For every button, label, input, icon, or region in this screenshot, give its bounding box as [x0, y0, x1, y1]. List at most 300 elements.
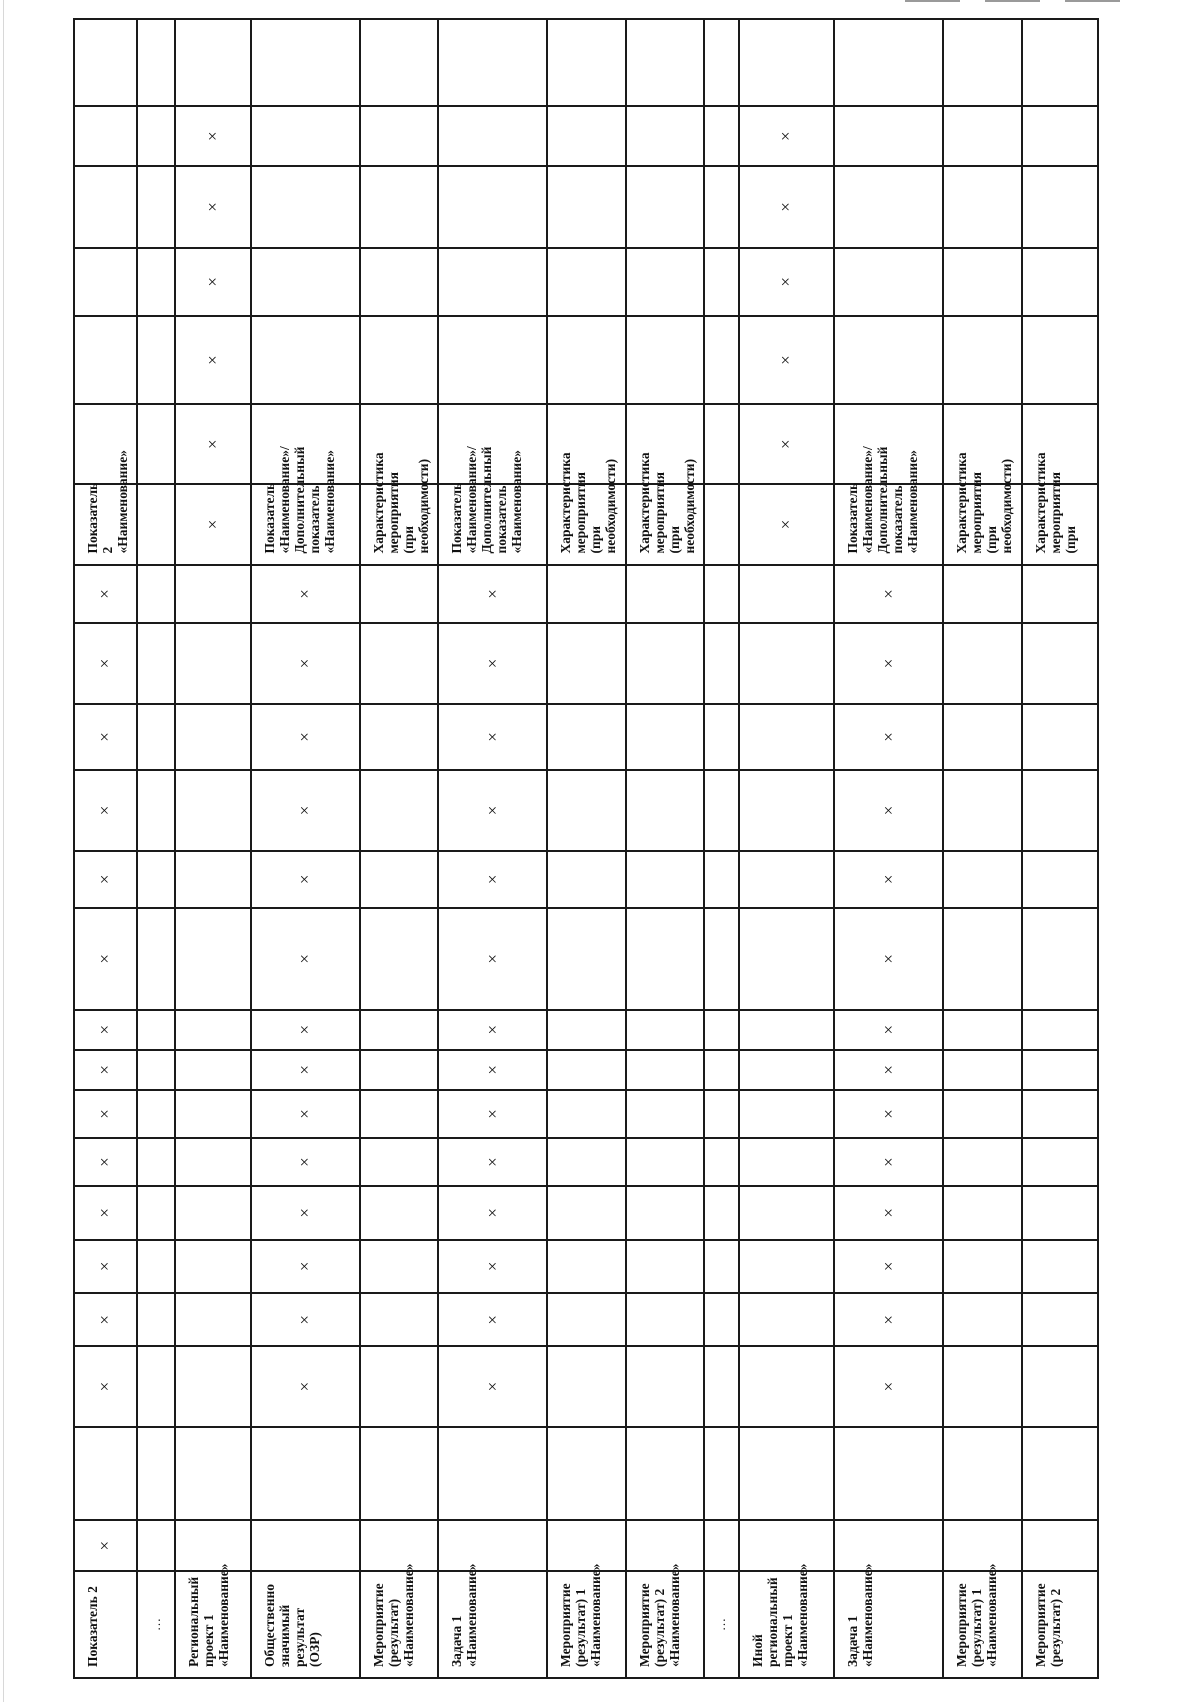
empty-cell	[704, 704, 739, 771]
row-label-cell: Задача 1 «Наименование»	[834, 1571, 943, 1678]
empty-cell	[704, 316, 739, 404]
cross-mark-cell: ×	[251, 565, 359, 624]
empty-cell	[943, 1090, 1021, 1138]
empty-cell	[739, 1520, 834, 1571]
empty-cell	[834, 19, 943, 106]
empty-cell	[704, 565, 739, 624]
empty-cell	[943, 1520, 1021, 1571]
indicator-label-cell: Характеристика мероприятия (при	[1022, 484, 1098, 564]
empty-cell	[74, 1427, 137, 1521]
cross-mark-cell: ×	[739, 316, 834, 404]
empty-cell	[1022, 1520, 1098, 1571]
row-label-cell: Мероприятие (результат) 2 «Наименование»	[626, 1571, 704, 1678]
empty-cell	[547, 1090, 625, 1138]
cross-mark-cell: ×	[834, 704, 943, 771]
empty-cell	[74, 106, 137, 166]
empty-cell	[175, 623, 251, 703]
empty-cell	[137, 484, 175, 564]
cross-mark-cell: ×	[438, 1138, 547, 1186]
empty-cell	[438, 166, 547, 248]
cross-mark-cell: ×	[74, 623, 137, 703]
empty-cell	[547, 106, 625, 166]
cross-mark-cell: ×	[438, 1010, 547, 1050]
table-row	[360, 19, 438, 1678]
empty-cell	[360, 1240, 438, 1293]
cross-mark-cell: ×	[74, 565, 137, 624]
empty-cell	[626, 565, 704, 624]
row-label-cell: Показатель 2	[74, 1571, 137, 1678]
empty-cell	[704, 1520, 739, 1571]
indicator-label-cell: Показатель «Наименование»/ Дополнительный показатель «Наименование»	[438, 484, 547, 564]
table-row	[547, 19, 625, 1678]
cross-mark-cell: ×	[74, 704, 137, 771]
table-row	[834, 19, 943, 1678]
empty-cell	[547, 770, 625, 850]
cross-mark-cell: ×	[739, 404, 834, 484]
empty-cell	[137, 248, 175, 316]
empty-cell	[1022, 623, 1098, 703]
empty-cell	[626, 316, 704, 404]
empty-cell	[175, 1427, 251, 1521]
empty-cell	[547, 166, 625, 248]
empty-cell	[547, 851, 625, 908]
empty-cell	[251, 248, 359, 316]
empty-cell	[175, 1050, 251, 1090]
empty-cell	[834, 316, 943, 404]
cross-mark-cell: ×	[251, 1347, 359, 1427]
cross-mark-cell: ×	[834, 770, 943, 850]
row-label-cell: Региональный проект 1 «Наименование»	[175, 1571, 251, 1678]
ellipsis-cell: …	[137, 1571, 175, 1678]
row-label-cell: Мероприятие (результат) «Наименование»	[360, 1571, 438, 1678]
table-row	[74, 19, 137, 1678]
indicator-label-cell: Характеристика мероприятия (при необходимости)	[547, 484, 625, 564]
empty-cell	[360, 908, 438, 1010]
cross-mark-cell: ×	[74, 1520, 137, 1571]
empty-cell	[137, 1010, 175, 1050]
table-row	[251, 19, 359, 1678]
empty-cell	[251, 166, 359, 248]
empty-cell	[137, 1138, 175, 1186]
indicator-label-cell: Показатель «Наименование»/ Дополнительный показатель «Наименование»	[834, 484, 943, 564]
empty-cell	[943, 166, 1021, 248]
empty-cell	[704, 851, 739, 908]
empty-cell	[626, 1240, 704, 1293]
scan-mark	[985, 0, 1040, 2]
empty-cell	[739, 1090, 834, 1138]
cross-mark-cell: ×	[834, 623, 943, 703]
empty-cell	[626, 623, 704, 703]
empty-cell	[360, 623, 438, 703]
empty-cell	[137, 1186, 175, 1239]
empty-cell	[175, 704, 251, 771]
cross-mark-cell: ×	[739, 106, 834, 166]
empty-cell	[547, 1186, 625, 1239]
empty-cell	[175, 1090, 251, 1138]
cross-mark-cell: ×	[834, 1050, 943, 1090]
empty-cell	[626, 704, 704, 771]
cross-mark-cell: ×	[834, 565, 943, 624]
empty-cell	[626, 1293, 704, 1346]
empty-cell	[175, 1010, 251, 1050]
empty-cell	[547, 1427, 625, 1521]
empty-cell	[547, 1347, 625, 1427]
empty-cell	[1022, 1138, 1098, 1186]
empty-cell	[1022, 565, 1098, 624]
row-label-cell: Мероприятие (результат) 2	[1022, 1571, 1098, 1678]
empty-cell	[1022, 1347, 1098, 1427]
empty-cell	[1022, 248, 1098, 316]
row-label-cell: Мероприятие (результат) 1 «Наименование»	[943, 1571, 1021, 1678]
empty-cell	[704, 404, 739, 484]
cross-mark-cell: ×	[175, 316, 251, 404]
empty-cell	[74, 19, 137, 106]
empty-cell	[943, 1240, 1021, 1293]
cross-mark-cell: ×	[834, 851, 943, 908]
empty-cell	[137, 1293, 175, 1346]
ellipsis-cell: …	[704, 1571, 739, 1678]
empty-cell	[943, 19, 1021, 106]
empty-cell	[137, 1347, 175, 1427]
empty-cell	[943, 770, 1021, 850]
empty-cell	[943, 1138, 1021, 1186]
empty-cell	[739, 565, 834, 624]
cross-mark-cell: ×	[438, 704, 547, 771]
empty-cell	[1022, 704, 1098, 771]
cross-mark-cell: ×	[74, 908, 137, 1010]
cross-mark-cell: ×	[175, 484, 251, 564]
empty-cell	[74, 166, 137, 248]
empty-cell	[175, 1293, 251, 1346]
empty-cell	[739, 770, 834, 850]
empty-cell	[943, 623, 1021, 703]
empty-cell	[175, 1186, 251, 1239]
empty-cell	[360, 166, 438, 248]
table-row	[626, 19, 704, 1678]
empty-cell	[943, 1186, 1021, 1239]
empty-cell	[943, 1050, 1021, 1090]
row-label-cell: Мероприятие (результат) 1 «Наименование»	[547, 1571, 625, 1678]
table-row	[704, 19, 739, 1678]
empty-cell	[360, 316, 438, 404]
empty-cell	[943, 1010, 1021, 1050]
cross-mark-cell: ×	[175, 106, 251, 166]
empty-cell	[137, 1240, 175, 1293]
project-structure-table	[73, 18, 1099, 1679]
empty-cell	[1022, 1090, 1098, 1138]
empty-cell	[251, 1427, 359, 1521]
table-row	[739, 19, 834, 1678]
cross-mark-cell: ×	[438, 1347, 547, 1427]
empty-cell	[739, 1427, 834, 1521]
empty-cell	[834, 1520, 943, 1571]
empty-cell	[438, 1520, 547, 1571]
table-row	[1022, 19, 1098, 1678]
empty-cell	[739, 1240, 834, 1293]
empty-cell	[547, 1050, 625, 1090]
cross-mark-cell: ×	[251, 1138, 359, 1186]
scan-page-edge	[3, 0, 4, 1702]
empty-cell	[251, 19, 359, 106]
cross-mark-cell: ×	[834, 1186, 943, 1239]
cross-mark-cell: ×	[739, 248, 834, 316]
cross-mark-cell: ×	[251, 770, 359, 850]
empty-cell	[626, 166, 704, 248]
empty-cell	[74, 316, 137, 404]
row-label-cell: Иной региональный проект 1 «Наименование»	[739, 1571, 834, 1678]
empty-cell	[360, 19, 438, 106]
row-label-cell: Задача 1 «Наименование»	[438, 1571, 547, 1678]
cross-mark-cell: ×	[74, 1090, 137, 1138]
empty-cell	[360, 770, 438, 850]
empty-cell	[137, 565, 175, 624]
cross-mark-cell: ×	[251, 1050, 359, 1090]
empty-cell	[739, 704, 834, 771]
empty-cell	[360, 1520, 438, 1571]
table-row	[438, 19, 547, 1678]
empty-cell	[704, 106, 739, 166]
empty-cell	[704, 908, 739, 1010]
empty-cell	[626, 1090, 704, 1138]
empty-cell	[1022, 1240, 1098, 1293]
empty-cell	[626, 1138, 704, 1186]
empty-cell	[943, 1347, 1021, 1427]
cross-mark-cell: ×	[74, 1347, 137, 1427]
empty-cell	[1022, 1010, 1098, 1050]
indicator-label-cell: Характеристика мероприятия (при необходимости)	[360, 484, 438, 564]
empty-cell	[739, 1050, 834, 1090]
empty-cell	[547, 316, 625, 404]
empty-cell	[175, 19, 251, 106]
cross-mark-cell: ×	[251, 908, 359, 1010]
empty-cell	[137, 19, 175, 106]
empty-cell	[626, 19, 704, 106]
empty-cell	[739, 1347, 834, 1427]
cross-mark-cell: ×	[438, 1240, 547, 1293]
empty-cell	[137, 908, 175, 1010]
empty-cell	[175, 851, 251, 908]
empty-cell	[175, 1138, 251, 1186]
empty-cell	[704, 1090, 739, 1138]
empty-cell	[626, 1347, 704, 1427]
empty-cell	[943, 1427, 1021, 1521]
empty-cell	[704, 19, 739, 106]
empty-cell	[704, 1347, 739, 1427]
rotated-table-page	[73, 18, 1099, 1679]
empty-cell	[704, 248, 739, 316]
cross-mark-cell: ×	[74, 851, 137, 908]
empty-cell	[360, 1347, 438, 1427]
empty-cell	[137, 404, 175, 484]
empty-cell	[1022, 851, 1098, 908]
empty-cell	[547, 19, 625, 106]
empty-cell	[704, 623, 739, 703]
indicator-label-cell: Показатель 2 «Наименование»	[74, 484, 137, 564]
empty-cell	[943, 106, 1021, 166]
empty-cell	[704, 166, 739, 248]
empty-cell	[704, 484, 739, 564]
empty-cell	[1022, 166, 1098, 248]
empty-cell	[175, 908, 251, 1010]
empty-cell	[360, 1427, 438, 1521]
empty-cell	[739, 1138, 834, 1186]
empty-cell	[704, 1050, 739, 1090]
cross-mark-cell: ×	[834, 1138, 943, 1186]
empty-cell	[1022, 106, 1098, 166]
empty-cell	[704, 1138, 739, 1186]
empty-cell	[547, 1293, 625, 1346]
empty-cell	[626, 908, 704, 1010]
empty-cell	[547, 565, 625, 624]
empty-cell	[175, 1520, 251, 1571]
empty-cell	[943, 908, 1021, 1010]
cross-mark-cell: ×	[739, 484, 834, 564]
indicator-label-cell: Характеристика мероприятия (при необходимости)	[626, 484, 704, 564]
empty-cell	[943, 1293, 1021, 1346]
cross-mark-cell: ×	[438, 1293, 547, 1346]
cross-mark-cell: ×	[438, 770, 547, 850]
empty-cell	[943, 851, 1021, 908]
indicator-label-cell: Показатель «Наименование»/ Дополнительный показатель «Наименование»	[251, 484, 359, 564]
empty-cell	[360, 1090, 438, 1138]
empty-cell	[626, 1520, 704, 1571]
empty-cell	[74, 248, 137, 316]
empty-cell	[626, 106, 704, 166]
empty-cell	[137, 1050, 175, 1090]
empty-cell	[137, 770, 175, 850]
empty-cell	[360, 704, 438, 771]
table-row	[175, 19, 251, 1678]
empty-cell	[360, 1138, 438, 1186]
cross-mark-cell: ×	[74, 1138, 137, 1186]
cross-mark-cell: ×	[251, 851, 359, 908]
empty-cell	[739, 851, 834, 908]
cross-mark-cell: ×	[834, 908, 943, 1010]
cross-mark-cell: ×	[251, 1293, 359, 1346]
empty-cell	[626, 1186, 704, 1239]
cross-mark-cell: ×	[438, 1050, 547, 1090]
cross-mark-cell: ×	[251, 1240, 359, 1293]
empty-cell	[834, 166, 943, 248]
empty-cell	[739, 623, 834, 703]
cross-mark-cell: ×	[834, 1090, 943, 1138]
row-label-cell: Общественно значимый результат (ОЗР)	[251, 1571, 359, 1678]
empty-cell	[739, 908, 834, 1010]
empty-cell	[547, 704, 625, 771]
empty-cell	[704, 1186, 739, 1239]
empty-cell	[547, 623, 625, 703]
empty-cell	[1022, 908, 1098, 1010]
empty-cell	[137, 1520, 175, 1571]
empty-cell	[360, 248, 438, 316]
empty-cell	[547, 908, 625, 1010]
empty-cell	[547, 248, 625, 316]
empty-cell	[1022, 1427, 1098, 1521]
empty-cell	[251, 1520, 359, 1571]
empty-cell	[834, 1427, 943, 1521]
empty-cell	[438, 316, 547, 404]
empty-cell	[137, 106, 175, 166]
cross-mark-cell: ×	[74, 1293, 137, 1346]
empty-cell	[943, 565, 1021, 624]
indicator-label-cell: Характеристика мероприятия (при необходимости)	[943, 484, 1021, 564]
cross-mark-cell: ×	[438, 1090, 547, 1138]
cross-mark-cell: ×	[175, 166, 251, 248]
empty-cell	[251, 106, 359, 166]
empty-cell	[704, 1240, 739, 1293]
cross-mark-cell: ×	[251, 1010, 359, 1050]
empty-cell	[438, 1427, 547, 1521]
empty-cell	[704, 1293, 739, 1346]
empty-cell	[704, 770, 739, 850]
empty-cell	[704, 1427, 739, 1521]
empty-cell	[626, 1427, 704, 1521]
cross-mark-cell: ×	[739, 166, 834, 248]
empty-cell	[360, 565, 438, 624]
cross-mark-cell: ×	[251, 1090, 359, 1138]
cross-mark-cell: ×	[74, 770, 137, 850]
empty-cell	[943, 248, 1021, 316]
cross-mark-cell: ×	[251, 623, 359, 703]
empty-cell	[547, 1138, 625, 1186]
empty-cell	[175, 1347, 251, 1427]
cross-mark-cell: ×	[834, 1010, 943, 1050]
empty-cell	[547, 1010, 625, 1050]
empty-cell	[739, 1293, 834, 1346]
empty-cell	[175, 1240, 251, 1293]
table-row	[137, 19, 175, 1678]
empty-cell	[137, 851, 175, 908]
empty-cell	[360, 1010, 438, 1050]
cross-mark-cell: ×	[74, 1240, 137, 1293]
empty-cell	[626, 1050, 704, 1090]
empty-cell	[251, 316, 359, 404]
cross-mark-cell: ×	[438, 1186, 547, 1239]
cross-mark-cell: ×	[834, 1347, 943, 1427]
empty-cell	[834, 248, 943, 316]
cross-mark-cell: ×	[74, 1186, 137, 1239]
empty-cell	[360, 1050, 438, 1090]
empty-cell	[547, 1520, 625, 1571]
cross-mark-cell: ×	[251, 704, 359, 771]
empty-cell	[704, 1010, 739, 1050]
empty-cell	[547, 1240, 625, 1293]
cross-mark-cell: ×	[74, 1050, 137, 1090]
empty-cell	[1022, 770, 1098, 850]
empty-cell	[943, 704, 1021, 771]
cross-mark-cell: ×	[438, 623, 547, 703]
empty-cell	[175, 770, 251, 850]
empty-cell	[137, 166, 175, 248]
cross-mark-cell: ×	[251, 1186, 359, 1239]
empty-cell	[137, 704, 175, 771]
cross-mark-cell: ×	[438, 908, 547, 1010]
empty-cell	[360, 1293, 438, 1346]
scan-mark	[905, 0, 960, 2]
empty-cell	[360, 851, 438, 908]
empty-cell	[739, 1186, 834, 1239]
empty-cell	[739, 1010, 834, 1050]
cross-mark-cell: ×	[175, 404, 251, 484]
empty-cell	[626, 248, 704, 316]
empty-cell	[739, 19, 834, 106]
empty-cell	[626, 851, 704, 908]
empty-cell	[137, 1090, 175, 1138]
scan-mark	[1065, 0, 1120, 2]
empty-cell	[834, 106, 943, 166]
empty-cell	[1022, 316, 1098, 404]
empty-cell	[1022, 19, 1098, 106]
